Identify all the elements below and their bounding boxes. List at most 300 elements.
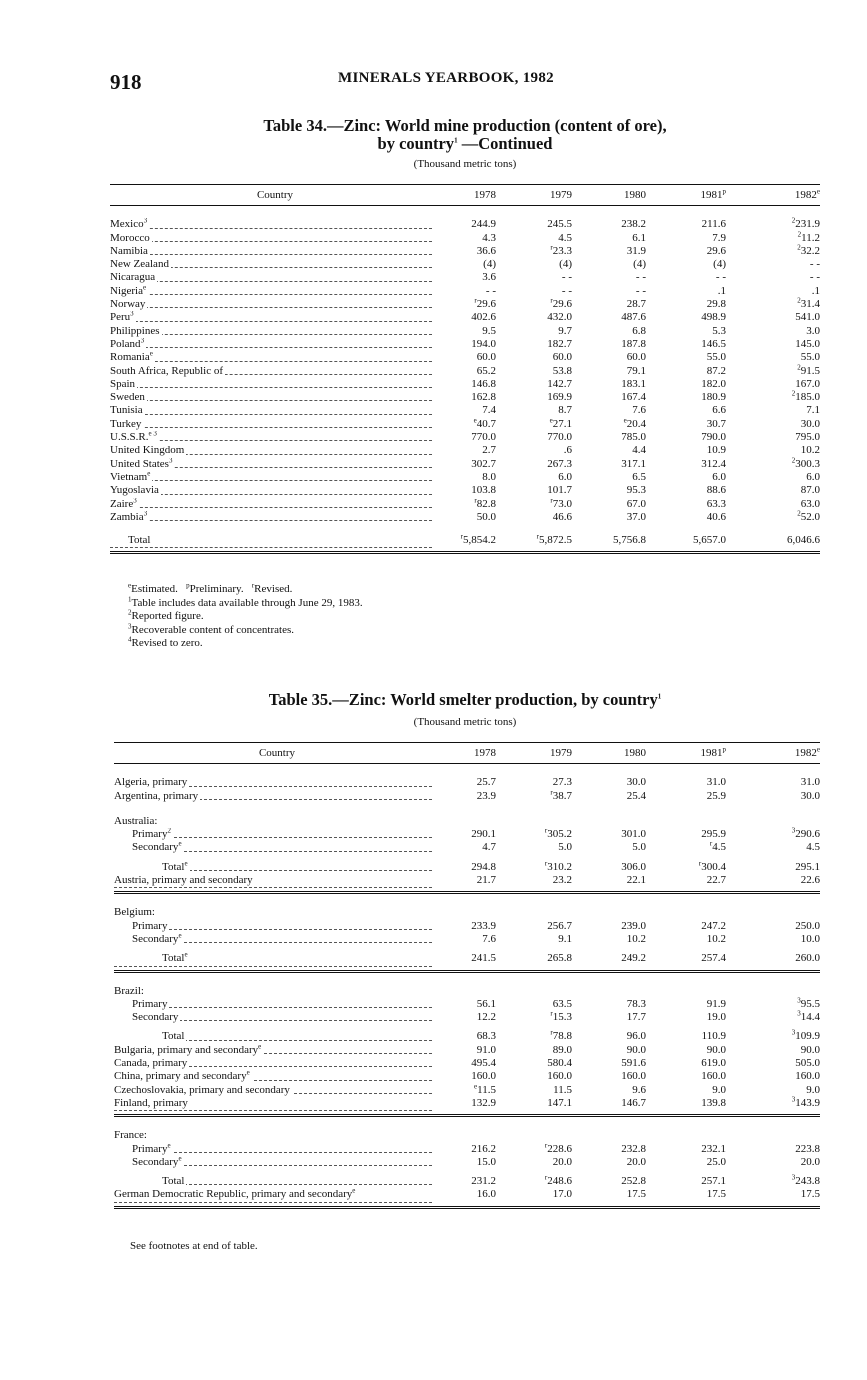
value-text: 160.0 bbox=[621, 1070, 646, 1083]
value-cell bbox=[726, 418, 820, 431]
value-footnote-marker: r bbox=[460, 532, 463, 541]
country-name: Primary bbox=[132, 1142, 168, 1155]
country-label bbox=[114, 1143, 173, 1155]
value-cell bbox=[496, 245, 572, 258]
country-footnote-marker: e bbox=[149, 351, 153, 358]
country-name: Nicaragua bbox=[110, 271, 156, 284]
year-footnote-marker: e bbox=[816, 187, 820, 196]
value-text: 312.4 bbox=[701, 457, 726, 470]
value-footnote-marker: 3 bbox=[797, 1009, 801, 1018]
value-text: 256.7 bbox=[547, 919, 572, 932]
country-label bbox=[110, 271, 157, 283]
value-cell bbox=[496, 404, 572, 417]
value-text: 4.5 bbox=[558, 231, 572, 244]
value-text: 306.0 bbox=[621, 860, 646, 873]
value-cell bbox=[496, 511, 572, 524]
value-text: 6.1 bbox=[632, 231, 646, 244]
country-label bbox=[114, 1097, 190, 1109]
value-text: 40.6 bbox=[706, 510, 726, 523]
group-heading-label: France: bbox=[114, 1129, 147, 1142]
value-text: 247.2 bbox=[701, 919, 726, 932]
value-text: 17.5 bbox=[800, 1188, 820, 1201]
country-label bbox=[110, 258, 171, 270]
table-row bbox=[114, 1188, 820, 1207]
value-footnote-marker: 2 bbox=[791, 389, 796, 398]
value-text: 795.0 bbox=[795, 431, 820, 444]
value-cell bbox=[646, 431, 726, 444]
value-text: 7.9 bbox=[712, 231, 726, 244]
country-footnote-marker: 3 bbox=[140, 337, 145, 345]
country-name: Secondary bbox=[132, 932, 179, 945]
country-footnote-marker: e bbox=[184, 952, 188, 959]
value-text: 265.8 bbox=[547, 952, 572, 965]
value-cell bbox=[646, 391, 726, 404]
country-label bbox=[110, 484, 161, 496]
value-cell bbox=[726, 1097, 820, 1116]
table-row bbox=[110, 271, 820, 284]
value-cell bbox=[572, 258, 646, 271]
value-footnote-marker: 3 bbox=[791, 1095, 796, 1104]
footnote-marker: 1 bbox=[657, 692, 662, 701]
value-text: 11.5 bbox=[477, 1083, 496, 1096]
value-cell bbox=[726, 952, 820, 971]
value-text: 8.7 bbox=[558, 404, 572, 417]
value-text: 770.0 bbox=[471, 431, 496, 444]
value-text: 20.0 bbox=[626, 1155, 646, 1168]
country-cell bbox=[110, 298, 440, 311]
value-cell bbox=[572, 511, 646, 524]
value-cell bbox=[440, 998, 496, 1011]
value-cell bbox=[496, 232, 572, 245]
country-label bbox=[114, 874, 255, 886]
value-cell bbox=[440, 1081, 496, 1097]
value-text: (4) bbox=[713, 258, 726, 271]
country-label bbox=[110, 378, 137, 390]
country-footnote-marker: e bbox=[258, 1043, 262, 1051]
value-cell bbox=[646, 365, 726, 378]
value-cell bbox=[496, 391, 572, 404]
value-footnote-marker: r bbox=[550, 296, 553, 305]
country-label bbox=[110, 298, 147, 310]
value-text: 180.9 bbox=[701, 391, 726, 404]
country-cell bbox=[110, 458, 440, 471]
country-label bbox=[114, 998, 169, 1010]
country-footnote-marker: e bbox=[178, 932, 182, 940]
value-footnote-marker: r bbox=[536, 532, 539, 541]
value-text: 162.8 bbox=[471, 391, 496, 404]
value-cell bbox=[440, 311, 496, 324]
value-text: 505.0 bbox=[795, 1057, 820, 1070]
value-text: (4) bbox=[633, 258, 646, 271]
country-cell bbox=[110, 258, 440, 271]
value-text: 7.6 bbox=[632, 404, 646, 417]
country-name: U.S.S.R. bbox=[110, 431, 149, 444]
value-cell bbox=[646, 1084, 726, 1097]
country-name: Primary bbox=[132, 828, 168, 841]
spacer-row bbox=[114, 971, 820, 985]
value-cell bbox=[726, 1070, 820, 1083]
table-row bbox=[114, 1097, 820, 1116]
value-text: 302.7 bbox=[471, 457, 496, 470]
table-row bbox=[110, 245, 820, 258]
value-text: 3.6 bbox=[482, 271, 496, 284]
value-cell bbox=[646, 298, 726, 311]
value-text: 160.0 bbox=[795, 1070, 820, 1083]
value-cell bbox=[440, 511, 496, 524]
value-text: 300.4 bbox=[701, 860, 726, 873]
value-cell bbox=[726, 1084, 820, 1097]
year-label: 1980 bbox=[624, 747, 646, 759]
value-text: 110.9 bbox=[701, 1030, 726, 1043]
running-head: MINERALS YEARBOOK, 1982 bbox=[338, 70, 554, 86]
value-cell bbox=[440, 920, 496, 933]
country-name: Austria, primary and secondary bbox=[114, 874, 253, 887]
value-cell bbox=[496, 418, 572, 431]
country-cell bbox=[110, 365, 440, 378]
value-cell bbox=[572, 311, 646, 324]
group-heading bbox=[114, 985, 820, 998]
value-cell bbox=[440, 484, 496, 497]
value-cell bbox=[646, 338, 726, 351]
country-cell bbox=[110, 431, 440, 444]
country-cell bbox=[110, 232, 440, 245]
group-heading-label: Belgium: bbox=[114, 906, 155, 919]
value-text: 79.1 bbox=[626, 364, 646, 377]
country-name: Secondary bbox=[132, 1011, 179, 1024]
value-cell bbox=[440, 828, 496, 841]
table-row bbox=[114, 828, 820, 841]
value-cell bbox=[496, 828, 572, 841]
country-footnote-marker: e bbox=[352, 1188, 356, 1195]
value-text: 52.0 bbox=[800, 510, 820, 523]
group-heading-label: Australia: bbox=[114, 814, 158, 827]
value-text: 160.0 bbox=[701, 1070, 726, 1083]
table-row bbox=[110, 258, 820, 271]
value-cell bbox=[496, 1030, 572, 1043]
value-text: 6,046.6 bbox=[787, 534, 820, 547]
value-cell bbox=[726, 920, 820, 933]
value-cell bbox=[646, 351, 726, 364]
value-text: 29.8 bbox=[706, 298, 726, 311]
value-cell bbox=[646, 828, 726, 841]
value-text: 103.8 bbox=[471, 484, 496, 497]
country-name: Total bbox=[162, 1175, 185, 1188]
value-text: 5.3 bbox=[712, 324, 726, 337]
table-row bbox=[114, 790, 820, 803]
footnote-text: Table includes data available through June 29, 1983. bbox=[131, 596, 363, 609]
spacer-row bbox=[114, 803, 820, 815]
value-cell bbox=[572, 285, 646, 298]
table-row bbox=[110, 444, 820, 457]
group-heading-label: Brazil: bbox=[114, 984, 144, 997]
value-cell bbox=[496, 484, 572, 497]
total-row bbox=[110, 530, 820, 553]
country-cell bbox=[110, 444, 440, 457]
year-footnote-marker: e bbox=[816, 745, 820, 754]
value-cell bbox=[440, 952, 496, 971]
value-cell bbox=[646, 245, 726, 258]
value-cell bbox=[726, 1156, 820, 1169]
total-row bbox=[114, 1030, 820, 1043]
value-text: 25.0 bbox=[706, 1155, 726, 1168]
value-text: 142.7 bbox=[547, 377, 572, 390]
value-text: 78.8 bbox=[552, 1030, 572, 1043]
country-cell bbox=[114, 998, 440, 1011]
value-cell bbox=[572, 298, 646, 311]
value-cell bbox=[572, 498, 646, 511]
value-cell bbox=[572, 418, 646, 431]
value-text: 257.1 bbox=[701, 1175, 726, 1188]
country-cell bbox=[114, 776, 440, 789]
table-row bbox=[114, 998, 820, 1011]
value-text: 10.2 bbox=[800, 444, 820, 457]
country-cell bbox=[114, 952, 440, 971]
country-footnote-marker: e bbox=[147, 470, 151, 478]
country-cell bbox=[110, 511, 440, 524]
value-text: 8.0 bbox=[482, 470, 496, 483]
table-row bbox=[110, 325, 820, 338]
value-text: 233.9 bbox=[471, 919, 496, 932]
footnote-marker: p bbox=[186, 581, 190, 590]
value-cell bbox=[440, 365, 496, 378]
value-cell bbox=[496, 458, 572, 471]
value-cell bbox=[646, 1057, 726, 1070]
value-text: 498.9 bbox=[701, 311, 726, 324]
value-text: 5,756.8 bbox=[613, 534, 646, 547]
country-label bbox=[114, 1188, 357, 1200]
value-text: 91.5 bbox=[800, 364, 820, 377]
year-label: 1981 bbox=[700, 189, 723, 201]
value-footnote-marker: r bbox=[698, 859, 702, 868]
value-text: 6.0 bbox=[558, 470, 572, 483]
value-text: 37.0 bbox=[626, 510, 646, 523]
country-label bbox=[114, 1044, 263, 1056]
value-text: 231.9 bbox=[795, 218, 820, 231]
value-text: 267.3 bbox=[547, 457, 572, 470]
value-cell bbox=[646, 874, 726, 893]
value-text: 5.0 bbox=[558, 841, 572, 854]
country-name: Argentina, primary bbox=[114, 789, 199, 802]
value-text: 5,657.0 bbox=[693, 534, 726, 547]
value-cell bbox=[496, 444, 572, 457]
table-row bbox=[110, 218, 820, 231]
year-label: 1982 bbox=[794, 747, 817, 759]
value-cell bbox=[572, 1143, 646, 1156]
table-row bbox=[110, 418, 820, 431]
country-name: Primary bbox=[132, 997, 168, 1010]
value-cell bbox=[440, 245, 496, 258]
value-cell bbox=[572, 325, 646, 338]
value-text: .1 bbox=[717, 284, 726, 297]
country-name: German Democratic Republic, primary and secondary bbox=[114, 1188, 353, 1201]
value-cell bbox=[726, 1011, 820, 1024]
value-cell bbox=[572, 484, 646, 497]
footnote-line bbox=[128, 637, 363, 651]
value-text: 60.0 bbox=[626, 351, 646, 364]
value-text: 432.0 bbox=[547, 311, 572, 324]
value-cell bbox=[496, 1175, 572, 1188]
table-35-title-main: Table 35.—Zinc: World smelter production, by country bbox=[268, 690, 658, 709]
country-cell bbox=[114, 841, 440, 854]
value-cell bbox=[496, 325, 572, 338]
value-cell bbox=[440, 325, 496, 338]
value-cell bbox=[646, 311, 726, 324]
value-footnote-marker: r bbox=[550, 1028, 553, 1037]
value-cell bbox=[646, 218, 726, 231]
country-cell bbox=[110, 338, 440, 351]
value-text: 541.0 bbox=[795, 311, 820, 324]
value-cell bbox=[572, 1156, 646, 1169]
country-label bbox=[114, 861, 190, 873]
country-label bbox=[110, 351, 155, 363]
country-footnote-marker: e bbox=[142, 284, 147, 292]
country-cell bbox=[110, 285, 440, 298]
value-text: 250.0 bbox=[795, 919, 820, 932]
value-text: 16.0 bbox=[476, 1188, 496, 1201]
country-footnote-marker: e 3 bbox=[148, 431, 157, 438]
value-cell bbox=[440, 1156, 496, 1169]
value-text: 29.6 bbox=[552, 298, 572, 311]
country-name: Philippines bbox=[110, 324, 160, 337]
footnote-marker: 4 bbox=[128, 635, 132, 644]
value-cell bbox=[572, 530, 646, 553]
column-header-year bbox=[646, 185, 726, 206]
value-text: 28.7 bbox=[626, 298, 646, 311]
spacer-row bbox=[114, 764, 820, 777]
value-text: 25.4 bbox=[626, 789, 646, 802]
country-name: Czechoslovakia, primary and secondary bbox=[114, 1083, 290, 1096]
country-cell bbox=[114, 1156, 440, 1169]
group-heading bbox=[114, 815, 820, 828]
value-cell bbox=[572, 391, 646, 404]
value-cell bbox=[646, 418, 726, 431]
country-cell bbox=[114, 1011, 440, 1024]
page-number: 918 bbox=[110, 70, 142, 94]
value-cell bbox=[572, 1070, 646, 1083]
table-row bbox=[110, 458, 820, 471]
value-text: 223.8 bbox=[795, 1142, 820, 1155]
value-cell bbox=[726, 431, 820, 444]
value-footnote-marker: 2 bbox=[797, 296, 801, 305]
value-cell bbox=[726, 444, 820, 457]
value-cell bbox=[496, 1084, 572, 1097]
value-text: 6.0 bbox=[806, 470, 820, 483]
value-cell bbox=[496, 841, 572, 854]
value-cell bbox=[646, 920, 726, 933]
spacer-row bbox=[110, 206, 820, 219]
country-cell bbox=[110, 378, 440, 391]
table-35 bbox=[114, 742, 820, 1209]
country-name: Romania bbox=[110, 351, 150, 364]
table-row bbox=[114, 874, 820, 893]
footnote-line bbox=[128, 583, 363, 597]
country-label bbox=[114, 952, 190, 964]
value-text: 29.6 bbox=[476, 298, 496, 311]
table-row bbox=[110, 378, 820, 391]
group-heading-row bbox=[114, 985, 820, 998]
value-text: 90.0 bbox=[626, 1043, 646, 1056]
year-label: 1979 bbox=[550, 189, 572, 201]
footnote-marker: e bbox=[128, 581, 132, 590]
country-label bbox=[114, 1084, 292, 1096]
value-text: 23.9 bbox=[476, 789, 496, 802]
value-text: 55.0 bbox=[800, 351, 820, 364]
value-cell bbox=[726, 828, 820, 841]
table-row bbox=[110, 338, 820, 351]
country-label bbox=[110, 418, 143, 430]
country-cell bbox=[110, 218, 440, 231]
value-cell bbox=[726, 311, 820, 324]
country-label bbox=[114, 776, 189, 788]
value-text: 238.2 bbox=[621, 218, 646, 231]
value-text: 15.0 bbox=[476, 1155, 496, 1168]
country-cell bbox=[114, 920, 440, 933]
country-cell bbox=[114, 861, 440, 874]
country-cell bbox=[110, 271, 440, 284]
value-footnote-marker: 3 bbox=[797, 996, 801, 1005]
year-label: 1978 bbox=[474, 189, 496, 201]
value-text: 619.0 bbox=[701, 1057, 726, 1070]
value-cell bbox=[496, 1070, 572, 1083]
value-cell bbox=[572, 431, 646, 444]
value-text: 27.1 bbox=[552, 417, 572, 430]
value-cell bbox=[726, 861, 820, 874]
value-text: 67.0 bbox=[626, 497, 646, 510]
value-text: 31.9 bbox=[626, 244, 646, 257]
country-name: New Zealand bbox=[110, 258, 169, 271]
value-cell bbox=[572, 828, 646, 841]
value-footnote-marker: 2 bbox=[797, 229, 802, 238]
value-cell bbox=[726, 271, 820, 284]
value-text: 295.9 bbox=[701, 828, 726, 841]
value-text: 63.5 bbox=[552, 997, 572, 1010]
value-text: 95.5 bbox=[800, 997, 820, 1010]
value-cell bbox=[440, 418, 496, 431]
value-cell bbox=[440, 351, 496, 364]
value-text: 20.4 bbox=[626, 417, 646, 430]
country-cell bbox=[110, 351, 440, 364]
value-cell bbox=[440, 431, 496, 444]
country-name: United Kingdom bbox=[110, 444, 185, 457]
table-34-title bbox=[110, 117, 820, 153]
footnote-line bbox=[128, 621, 363, 638]
value-cell bbox=[646, 952, 726, 971]
country-name: Turkey bbox=[110, 417, 142, 430]
value-text: 290.6 bbox=[795, 828, 820, 841]
value-cell bbox=[572, 1175, 646, 1188]
value-text: 53.8 bbox=[552, 364, 572, 377]
country-name: Tunisia bbox=[110, 404, 143, 417]
value-cell bbox=[572, 245, 646, 258]
value-cell bbox=[496, 338, 572, 351]
value-text: 14.4 bbox=[800, 1011, 820, 1024]
value-cell bbox=[572, 920, 646, 933]
value-cell bbox=[726, 498, 820, 511]
value-cell bbox=[572, 1188, 646, 1207]
table-row bbox=[114, 1070, 820, 1083]
value-cell bbox=[496, 1044, 572, 1057]
table-34-title-line1: Table 34.—Zinc: World mine production (content of ore), bbox=[263, 116, 667, 135]
value-text: - - bbox=[485, 284, 496, 297]
value-cell bbox=[646, 511, 726, 524]
value-text: (4) bbox=[483, 258, 496, 271]
table-35-grid bbox=[114, 742, 820, 1209]
value-text: 29.6 bbox=[706, 244, 726, 257]
footnote-text: Estimated. bbox=[131, 583, 178, 595]
value-cell bbox=[496, 787, 572, 803]
value-footnote-marker: 2 bbox=[797, 509, 801, 518]
value-text: 87.0 bbox=[800, 484, 820, 497]
